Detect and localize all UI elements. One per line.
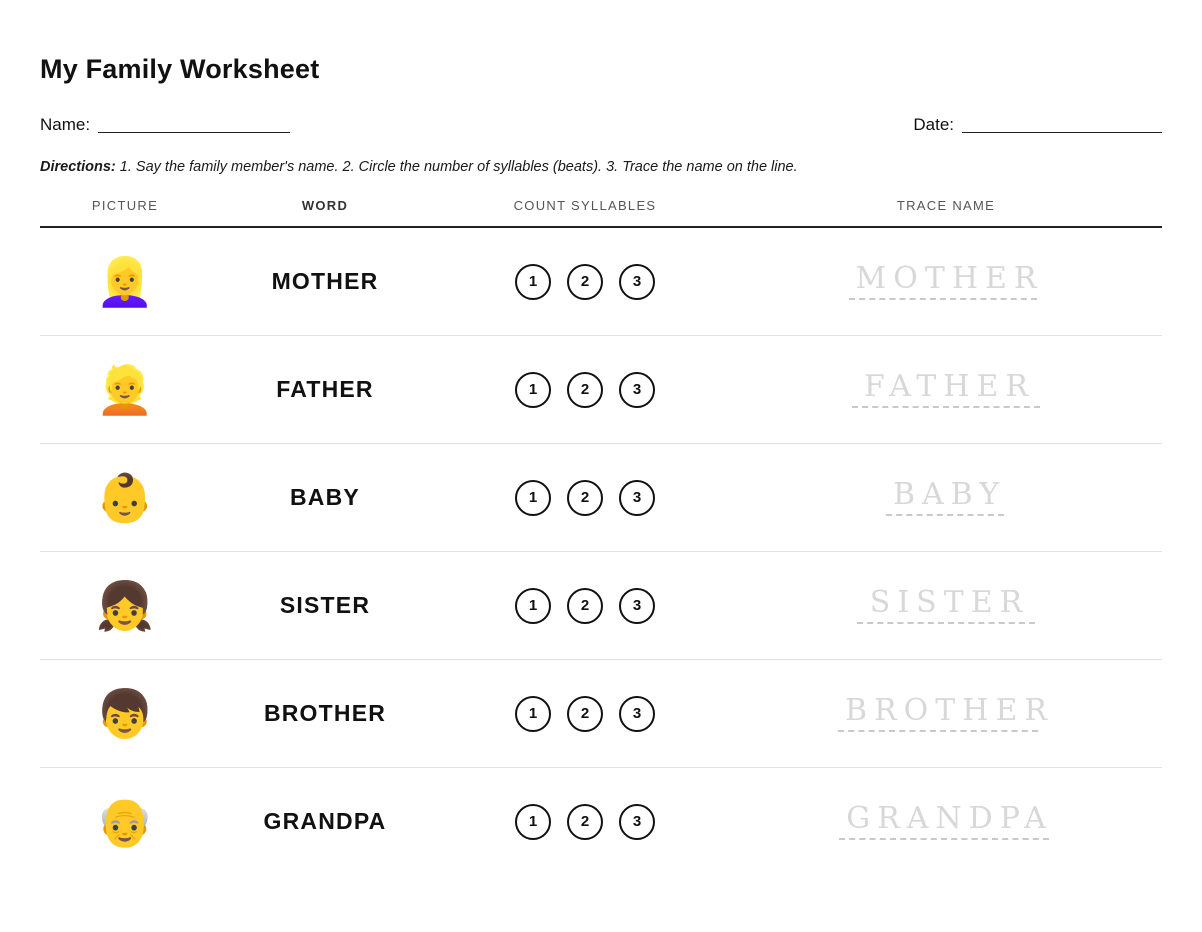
baby-emoji: 👶 [95, 471, 155, 524]
date-write-line[interactable] [962, 120, 1162, 133]
syllable-options [441, 264, 729, 300]
column-header-picture: PICTURE [91, 198, 159, 213]
trace-area[interactable] [886, 476, 1007, 517]
syllable-options [441, 804, 729, 840]
table-row [40, 660, 1162, 768]
syllable-option-3[interactable]: 3 [619, 588, 655, 624]
column-header-word: WORD [301, 198, 349, 213]
word-label: BROTHER [263, 700, 387, 726]
trace-write-line[interactable] [857, 621, 1035, 624]
man-blond-hair-emoji: 👱 [95, 363, 155, 416]
trace-text: BROTHER [845, 692, 1054, 728]
older-man-emoji: 👴 [95, 795, 155, 848]
count-syllables-cell [440, 227, 730, 336]
boy-emoji: 👦 [95, 687, 155, 740]
count-syllables-cell [440, 768, 730, 876]
directions-text: 1. Say the family member's name. 2. Circle the number of syllables (beats). 3. Trace the name on the line. [115, 159, 798, 175]
syllable-option-3[interactable]: 3 [619, 696, 655, 732]
syllable-option-1[interactable]: 1 [515, 696, 551, 732]
syllable-option-3[interactable]: 3 [619, 480, 655, 516]
trace-text: MOTHER [855, 260, 1044, 296]
picture-cell [40, 336, 210, 444]
syllable-option-1[interactable]: 1 [515, 264, 551, 300]
syllable-option-3[interactable]: 3 [619, 264, 655, 300]
syllable-option-2[interactable]: 2 [567, 696, 603, 732]
syllable-option-3[interactable]: 3 [619, 804, 655, 840]
trace-area[interactable] [849, 260, 1044, 301]
syllable-option-2[interactable]: 2 [567, 480, 603, 516]
word-label: FATHER [276, 376, 374, 402]
picture-cell [40, 552, 210, 660]
table-row [40, 227, 1162, 336]
page-title: My Family Worksheet [40, 54, 320, 84]
table-row [40, 444, 1162, 552]
girl-emoji: 👧 [95, 579, 155, 632]
count-syllables-cell [440, 444, 730, 552]
word-label: SISTER [279, 592, 371, 618]
trace-write-line[interactable] [839, 837, 1049, 840]
trace-name-cell [730, 444, 1162, 552]
picture-cell [40, 444, 210, 552]
word-cell [210, 552, 440, 660]
trace-write-line[interactable] [838, 729, 1038, 732]
syllable-options [441, 480, 729, 516]
trace-name-cell [730, 768, 1162, 876]
trace-text: BABY [892, 476, 1007, 512]
syllable-option-3[interactable]: 3 [619, 372, 655, 408]
trace-text: SISTER [869, 584, 1030, 620]
worksheet-table [40, 197, 1162, 875]
trace-name-cell [730, 227, 1162, 336]
trace-area[interactable] [852, 368, 1040, 409]
table-row [40, 336, 1162, 444]
syllable-option-1[interactable]: 1 [515, 480, 551, 516]
table-row [40, 768, 1162, 876]
count-syllables-cell [440, 552, 730, 660]
word-cell [210, 444, 440, 552]
trace-name-cell [730, 336, 1162, 444]
directions-label: Directions: [40, 159, 116, 175]
trace-write-line[interactable] [886, 513, 1004, 516]
trace-name-cell [730, 660, 1162, 768]
word-label: MOTHER [271, 268, 379, 294]
trace-area[interactable] [857, 584, 1035, 625]
count-syllables-cell [440, 660, 730, 768]
trace-area[interactable] [838, 692, 1054, 733]
name-write-line[interactable] [98, 120, 290, 133]
word-cell [210, 768, 440, 876]
syllable-options [441, 696, 729, 732]
count-syllables-cell [440, 336, 730, 444]
trace-name-cell [730, 552, 1162, 660]
picture-cell [40, 227, 210, 336]
trace-write-line[interactable] [849, 297, 1037, 300]
name-field[interactable] [40, 116, 290, 133]
syllable-options [441, 372, 729, 408]
date-label: Date: [913, 115, 954, 134]
syllable-option-2[interactable]: 2 [567, 264, 603, 300]
word-cell [210, 660, 440, 768]
table-row [40, 552, 1162, 660]
name-label: Name: [40, 115, 91, 134]
syllable-options [441, 588, 729, 624]
syllable-option-1[interactable]: 1 [515, 588, 551, 624]
picture-cell [40, 660, 210, 768]
trace-area[interactable] [839, 800, 1053, 841]
column-header-trace: TRACE NAME [896, 198, 996, 213]
syllable-option-1[interactable]: 1 [515, 372, 551, 408]
table-body [40, 227, 1162, 875]
syllable-option-2[interactable]: 2 [567, 588, 603, 624]
word-cell [210, 336, 440, 444]
word-label: GRANDPA [263, 808, 387, 834]
woman-blond-hair-emoji: 👱‍♀️ [95, 255, 155, 308]
date-field[interactable] [913, 116, 1162, 133]
word-cell [210, 227, 440, 336]
table-header [40, 197, 1162, 227]
picture-cell [40, 768, 210, 876]
column-header-count: COUNT SYLLABLES [513, 198, 657, 213]
name-date-row [40, 111, 1162, 133]
word-label: BABY [290, 484, 360, 510]
syllable-option-2[interactable]: 2 [567, 804, 603, 840]
trace-text: FATHER [864, 368, 1035, 404]
trace-text: GRANDPA [846, 800, 1053, 836]
syllable-option-2[interactable]: 2 [567, 372, 603, 408]
trace-write-line[interactable] [852, 405, 1040, 408]
syllable-option-1[interactable]: 1 [515, 804, 551, 840]
directions [40, 159, 1162, 175]
